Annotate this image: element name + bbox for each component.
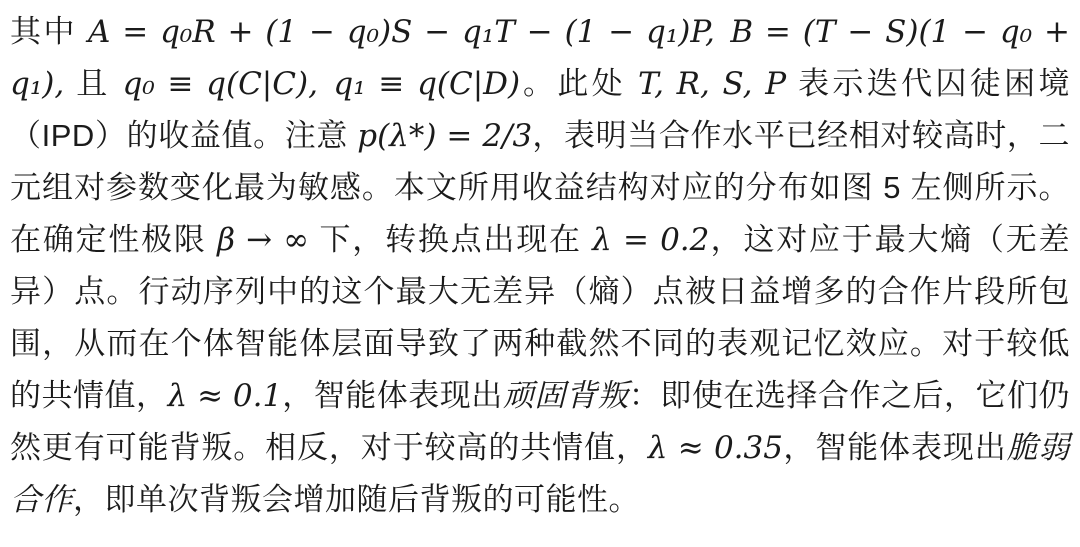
inline-text: 表示迭代囚徒困境（IPD）的收益值。注意 [10, 66, 1070, 153]
math-expression: p(λ*) = 2/3 [357, 118, 533, 154]
paragraph [10, 6, 1070, 526]
inline-text: ，即单次背叛会增加随后背叛的可能性。 [73, 482, 640, 517]
math-expression: T, R, S, P [637, 66, 787, 102]
emphasis-text: 顽固背叛 [502, 378, 629, 413]
inline-text: ，智能体表现出 [782, 430, 1007, 465]
inline-text: ，智能体表现出 [282, 378, 503, 413]
inline-text: ，这对应于最大熵（无差异）点。行动序列中的这个最大无差异（熵）点被日益增多的合作片段所包围，从而在个体智能体层面导致了两种截然不同的表观记忆效应。对于较低的共情值， [10, 222, 1070, 413]
math-expression: A = q₀R + (1 − q₀)S − q₁T − (1 − q₁)P, B = (T − S)(1 − q₀ + q₁), [10, 14, 1070, 102]
math-expression: λ ≈ 0.1 [167, 378, 283, 414]
inline-text: ，表明当合作水平已经相对较高时，二元组对参数变化最为敏感。本文所用收益结构对应的分布如图 5 左侧所示。在确定性极限 [10, 118, 1070, 257]
inline-text: 其中 [10, 14, 89, 49]
inline-text: 且 [64, 66, 123, 101]
math-expression: q₀ ≡ q(C|C), q₁ ≡ q(C|D) [122, 66, 521, 102]
inline-text: ：即使在选择合作之后，它们仍然更有可能背叛。相反，对于较高的共情值， [10, 378, 1071, 465]
inline-text: 下，转换点出现在 [309, 222, 593, 257]
math-expression: λ = 0.2 [592, 222, 710, 258]
math-expression: β → ∞ [217, 222, 310, 258]
math-expression: λ ≈ 0.35 [647, 430, 783, 466]
inline-text: 。此处 [520, 66, 638, 101]
emphasis-text: 脆弱合作 [10, 430, 1071, 517]
